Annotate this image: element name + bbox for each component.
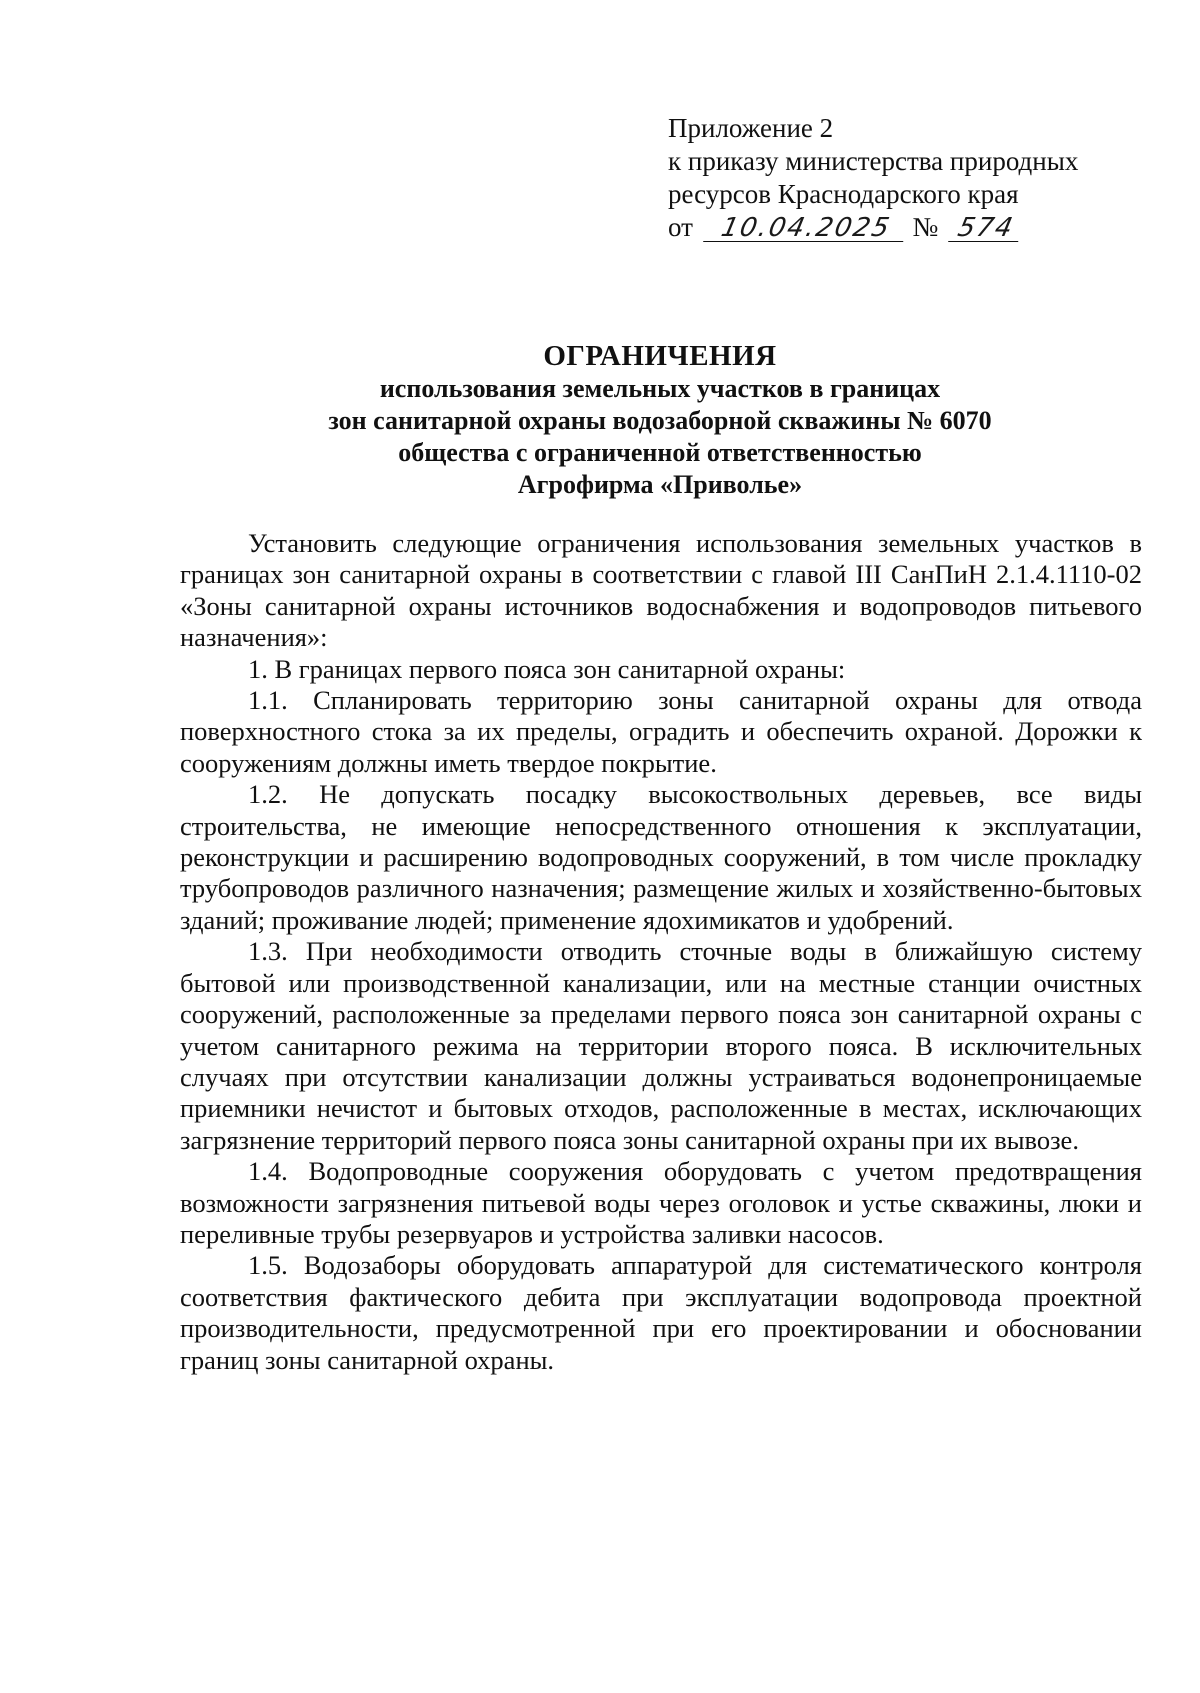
title-line-3: общества с ограниченной ответственностью — [398, 438, 922, 467]
appendix-header — [668, 112, 1148, 244]
handwritten-number: 574 — [948, 215, 1024, 242]
title-heading: ОГРАНИЧЕНИЯ — [543, 340, 777, 372]
clause-1-5: 1.5. Водозаборы оборудовать аппаратурой для систематического контроля соответствия фактического дебита при эксплуатации водопровода проектной производительности, предусмотренной при его проектировании и обосновании границ зоны санитарной охраны. — [180, 1250, 1142, 1375]
clause-1-4: 1.4. Водопроводные сооружения оборудовать с учетом предотвращения возможности загрязнения питьевой воды через оголовок и устье скважины, люки и переливные трубы резервуаров и устройства заливки насосов. — [180, 1156, 1142, 1249]
intro-paragraph: Установить следующие ограничения использования земельных участков в границах зон санитарной охраны в соответствии с главой III СанПиН 2.1.4.1110-02 «Зоны санитарной охраны источников водоснабжения и водопроводов питьевого назначения»: — [180, 528, 1142, 653]
handwritten-date: 10.04.2025 — [703, 215, 909, 242]
title-line-1: использования земельных участков в границах — [379, 374, 941, 403]
document-title — [180, 339, 1140, 501]
document-body — [180, 528, 1142, 1376]
title-line-4: Агрофирма «Приволье» — [517, 470, 803, 499]
section-1-heading: 1. В границах первого пояса зон санитарной охраны: — [248, 653, 846, 684]
appendix-ministry: ресурсов Краснодарского края — [668, 179, 1019, 209]
appendix-date-line — [668, 211, 1148, 244]
clause-1-3: 1.3. При необходимости отводить сточные воды в ближайшую систему бытовой или производственной канализации, или на местные станции очистных сооружений, расположенные за пределами первого пояса зон санитарной охраны с учетом санитарного режима на территории второго пояса. В исключительных случаях при отсутствии канализации должны устраиваться водонепроницаемые приемники нечистот и бытовых отходов, расположенные в местах, исключающих загрязнение территорий первого пояса зоны санитарной охраны при их вывозе. — [180, 936, 1142, 1155]
clause-1-2: 1.2. Не допускать посадку высокоствольных деревьев, все виды строительства, не имеющие непосредственного отношения к эксплуатации, реконструкции и расширению водопроводных сооружений, в том числе прокладку трубопроводов различного назначения; размещение жилых и хозяйственно-бытовых зданий; проживание людей; применение ядохимикатов и удобрений. — [180, 779, 1142, 935]
clause-1-1: 1.1. Спланировать территорию зоны санитарной охраны для отвода поверхностного стока за их пределы, оградить и обеспечить охраной. Дорожки к сооружениям должны иметь твердое покрытие. — [180, 685, 1142, 778]
appendix-order-ref: к приказу министерства природных — [668, 146, 1079, 176]
from-label: от — [668, 212, 693, 242]
appendix-number: Приложение 2 — [668, 113, 834, 143]
number-label: № — [912, 212, 939, 242]
title-line-2: зон санитарной охраны водозаборной скважины № 6070 — [328, 406, 992, 435]
